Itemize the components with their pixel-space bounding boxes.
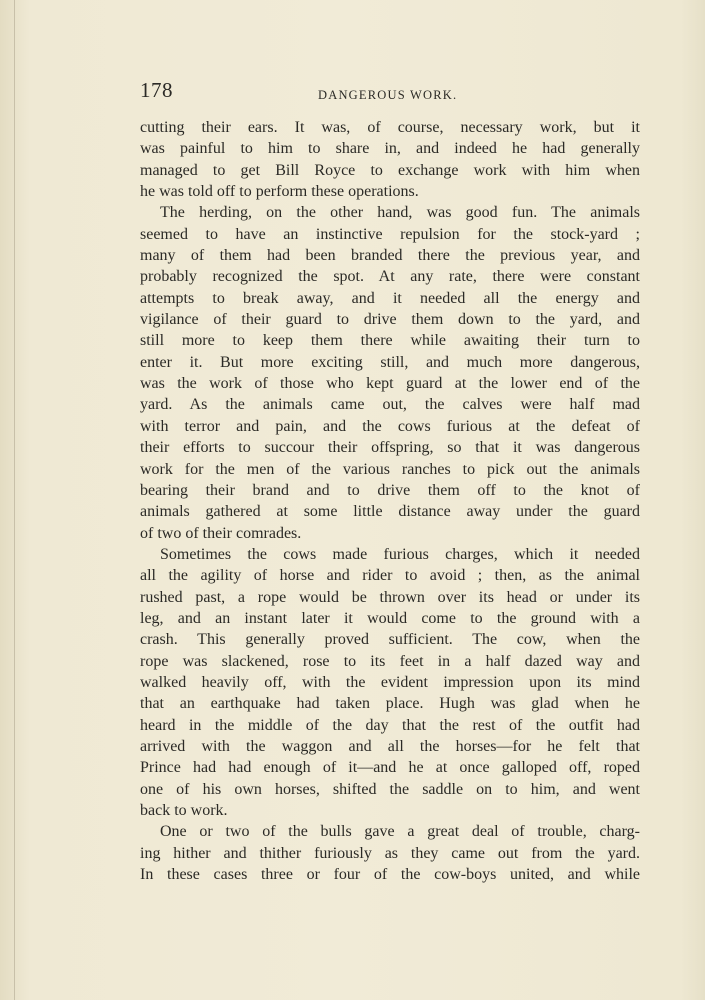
page-header: [140, 78, 640, 106]
page-number: 178: [140, 78, 173, 102]
text-line: rushed past, a rope would be thrown over its head or under its: [140, 588, 640, 606]
text-line: walked heavily off, with the evident impression upon its mind: [140, 673, 640, 691]
page-gutter-edge: [14, 0, 15, 1000]
text-line: enter it. But more exciting still, and much more dangerous,: [140, 353, 640, 371]
text-line: bearing their brand and to drive them off to the knot of: [140, 481, 640, 499]
text-line: crash. This generally proved sufficient. The cow, when the: [140, 631, 640, 649]
text-line: that an earthquake had taken place. Hugh was glad when he: [140, 695, 640, 713]
text-line: one of his own horses, shifted the saddle on to him, and went: [140, 780, 640, 798]
text-line: leg, and an instant later it would come to the ground with a: [140, 609, 640, 627]
text-line: animals gathered at some little distance away under the guard: [140, 503, 640, 521]
running-head: DANGEROUS WORK.: [318, 88, 458, 102]
body-text: [140, 117, 640, 885]
text-line: cutting their ears. It was, of course, necessary work, but it: [140, 119, 640, 136]
text-line: rope was slackened, rose to its feet in a half dazed way and: [140, 652, 640, 670]
text-line: heard in the middle of the day that the rest of the outfit had: [140, 716, 640, 734]
text-line: their efforts to succour their offspring, so that it was dangerous: [140, 439, 640, 457]
text-line: Prince had had enough of it—and he at once galloped off, roped: [140, 759, 640, 777]
text-line: many of them had been branded there the previous year, and: [140, 247, 640, 265]
text-line: attempts to break away, and it needed all the energy and: [140, 289, 640, 307]
text-line: seemed to have an instinctive repulsion for the stock-yard ;: [140, 225, 640, 243]
text-line: of two of their comrades.: [140, 524, 302, 542]
text-line: One or two of the bulls gave a great deal of trouble, charg-: [160, 823, 640, 841]
text-line: Sometimes the cows made furious charges, which it needed: [160, 545, 640, 563]
text-line: with terror and pain, and the cows furious at the defeat of: [140, 417, 640, 435]
text-line: still more to keep them there while awaiting their turn to: [140, 332, 640, 350]
text-line: he was told off to perform these operations.: [140, 183, 419, 201]
text-line: managed to get Bill Royce to exchange work with him when: [140, 161, 640, 179]
text-line: ing hither and thither furiously as they came out from the yard.: [140, 844, 640, 862]
text-line: back to work.: [140, 802, 228, 819]
text-line: all the agility of horse and rider to avoid ; then, as the animal: [140, 567, 640, 585]
text-line: vigilance of their guard to drive them down to the yard, and: [140, 311, 640, 329]
text-line: yard. As the animals came out, the calves were half mad: [140, 396, 640, 414]
text-line: work for the men of the various ranches to pick out the animals: [140, 460, 640, 478]
text-line: In these cases three or four of the cow-boys united, and while: [140, 866, 640, 884]
text-line: was the work of those who kept guard at the lower end of the: [140, 375, 640, 393]
text-line: was painful to him to share in, and indeed he had generally: [140, 140, 640, 158]
text-line: probably recognized the spot. At any rate, there were constant: [140, 268, 640, 286]
text-line: arrived with the waggon and all the horses—for he felt that: [140, 737, 640, 755]
text-line: The herding, on the other hand, was good fun. The animals: [160, 204, 640, 222]
